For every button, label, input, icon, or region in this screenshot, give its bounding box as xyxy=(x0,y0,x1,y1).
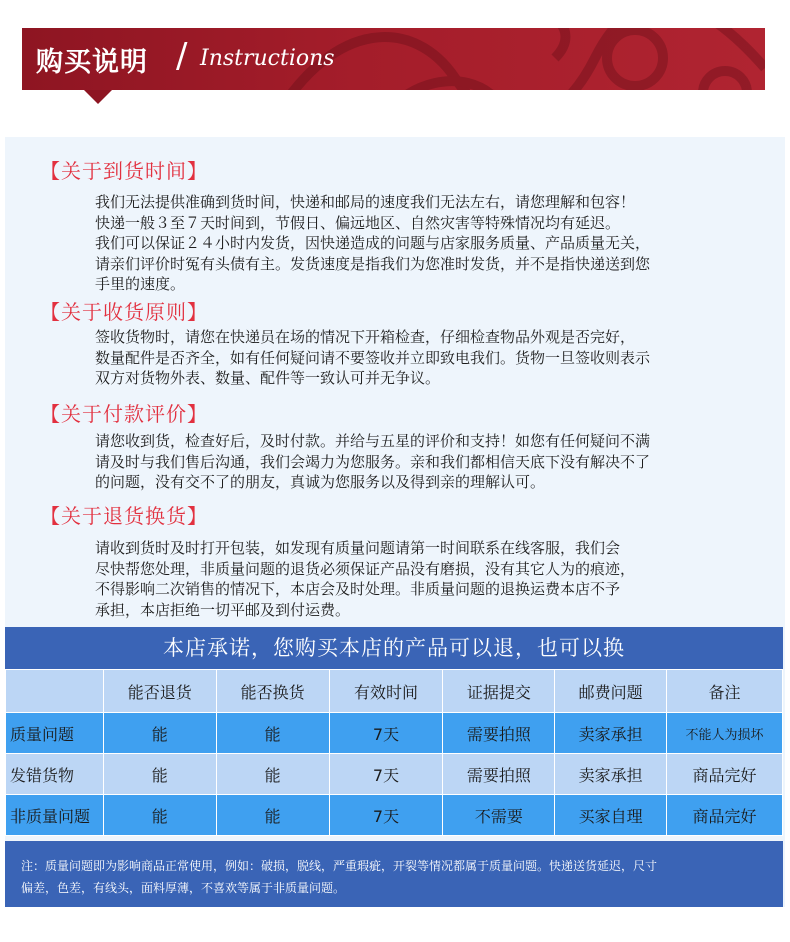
table-cell: 不需要 xyxy=(443,795,555,836)
banner-title: 购买说明 xyxy=(36,47,148,78)
section-body-delivery-time xyxy=(95,192,760,295)
footnote-box xyxy=(5,841,783,907)
table-cell: 需要拍照 xyxy=(443,754,555,795)
promise-banner: 本店承诺，您购买本店的产品可以退，也可以换 xyxy=(5,627,783,669)
text-line: 的问题，没有交不了的朋友，真诚为您服务以及得到亲的理解认可。 xyxy=(95,473,546,491)
text-line: 数量配件是否齐全，如有任何疑问请不要签收并立即致电我们。货物一旦签收则表示 xyxy=(95,348,651,367)
footnote-line: 偏差，色差，有线头，面料厚薄，不喜欢等属于非质量问题。 xyxy=(21,881,346,895)
table-cell: 能 xyxy=(103,754,216,795)
text-line: 双方对货物外表、数量、配件等一致认可并无争议。 xyxy=(95,369,441,387)
table-header-cell: 能否换货 xyxy=(216,670,329,713)
section-body-returns xyxy=(95,538,760,620)
table-header-cell: 证据提交 xyxy=(443,670,555,713)
table-header-cell: 有效时间 xyxy=(329,670,443,713)
section-body-receiving xyxy=(95,327,760,389)
table-cell: 7天 xyxy=(329,795,443,836)
table-cell: 能 xyxy=(216,754,329,795)
text-line: 快递一般３至７天时间到，节假日、偏远地区、自然灾害等特殊情况均有延迟。 xyxy=(95,213,621,232)
table-cell: 质量问题 xyxy=(6,713,104,754)
return-policy-table xyxy=(5,669,783,836)
text-line: 不得影响二次销售的情况下，本店会及时处理。非质量问题的退换运费本店不予 xyxy=(95,580,621,598)
table-cell: 买家自理 xyxy=(555,795,667,836)
table-row xyxy=(6,795,783,836)
table-row xyxy=(6,754,783,795)
table-header-cell xyxy=(6,670,104,713)
table-cell: 需要拍照 xyxy=(443,713,555,754)
table-cell: 7天 xyxy=(329,754,443,795)
table-cell: 商品完好 xyxy=(667,754,783,795)
text-line: 请亲们评价时冤有头债有主。发货速度是指我们为您准时发货，并不是指快递送到您 xyxy=(95,254,651,273)
table-cell: 能 xyxy=(216,795,329,836)
banner-notch xyxy=(84,90,112,104)
section-heading-receiving: 【关于收货原则】 xyxy=(40,300,208,324)
table-cell: 卖家承担 xyxy=(555,754,667,795)
text-line: 我们可以保证２４小时内发货，因快递造成的问题与店家服务质量、产品质量无关， xyxy=(95,234,651,252)
footnote-line: 注：质量问题即为影响商品正常使用，例如：破损，脱线，严重瑕疵，开裂等情况都属于质量问题。快递送货延迟，尺寸 xyxy=(21,859,658,873)
table-cell: 能 xyxy=(103,795,216,836)
text-line: 尽快帮您处理，非质量问题的退货必须保证产品没有磨损，没有其它人为的痕迹， xyxy=(95,559,636,578)
table-cell: 发错货物 xyxy=(6,754,104,795)
text-line: 请及时与我们售后沟通，我们会竭力为您服务。亲和我们都相信天底下没有解决不了 xyxy=(95,452,651,471)
banner-slash: / xyxy=(176,36,188,76)
table-row xyxy=(6,713,783,754)
table-cell: 能 xyxy=(216,713,329,754)
footnote-text xyxy=(21,855,771,899)
table-cell: 商品完好 xyxy=(667,795,783,836)
section-body-payment xyxy=(95,431,760,493)
table-cell: 能 xyxy=(103,713,216,754)
table-cell: 卖家承担 xyxy=(555,713,667,754)
text-line: 签收货物时，请您在快递员在场的情况下开箱检查，仔细检查物品外观是否完好， xyxy=(95,328,636,346)
section-heading-delivery-time: 【关于到货时间】 xyxy=(40,159,208,183)
text-line: 请您收到货，检查好后，及时付款。并给与五星的评价和支持！如您有任何疑问不满 xyxy=(95,432,651,450)
table-header-row xyxy=(6,670,783,713)
banner-subtitle: Instructions xyxy=(200,46,335,71)
table-header-cell: 备注 xyxy=(667,670,783,713)
text-line: 请收到货时及时打开包装，如发现有质量问题请第一时间联系在线客服，我们会 xyxy=(95,539,621,557)
header-banner xyxy=(22,28,765,90)
table-cell: 不能人为损坏 xyxy=(667,713,783,754)
table-cell: 非质量问题 xyxy=(6,795,104,836)
text-line: 我们无法提供准确到货时间，快递和邮局的速度我们无法左右，请您理解和包容！ xyxy=(95,193,636,211)
section-heading-returns: 【关于退货换货】 xyxy=(40,504,208,528)
section-heading-payment: 【关于付款评价】 xyxy=(40,402,208,426)
text-line: 承担，本店拒绝一切平邮及到付运费。 xyxy=(95,600,351,619)
table-header-cell: 能否退货 xyxy=(103,670,216,713)
text-line: 手里的速度。 xyxy=(95,275,186,293)
table-cell: 7天 xyxy=(329,713,443,754)
table-header-cell: 邮费问题 xyxy=(555,670,667,713)
